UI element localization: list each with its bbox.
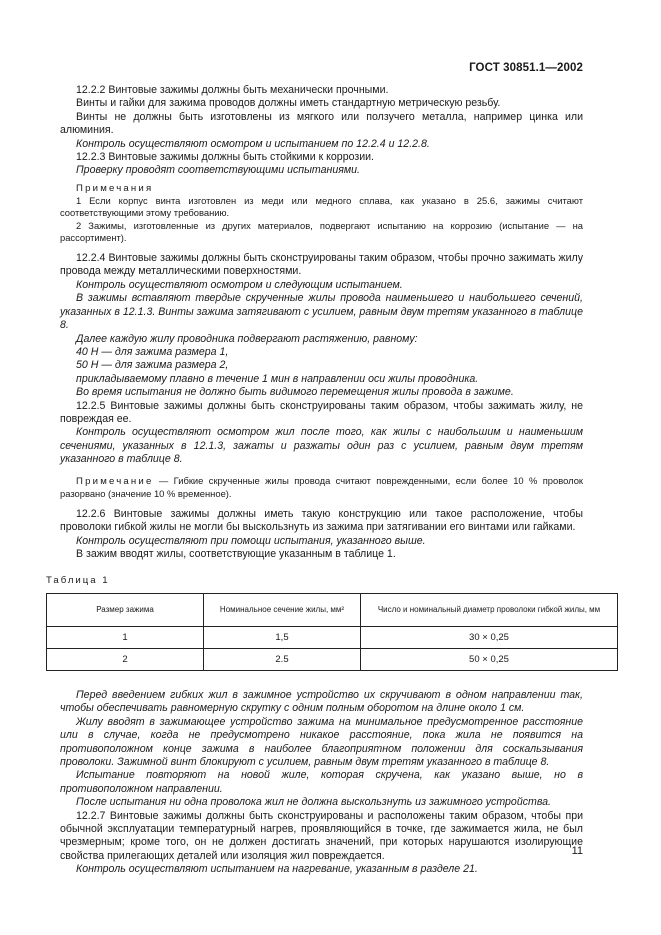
notes-title: Примечания xyxy=(76,182,154,194)
paragraph: В зажимы вставляют твердые скрученные жилы провода наименьшего и наибольшего сечений, указанных в 12.1.3. Винты зажима затягивают с усилием, равным двум третям указанного в таблице 8. xyxy=(60,292,583,332)
paragraph: прикладываемому плавно в течение 1 мин в направлении оси жилы проводника. xyxy=(76,372,479,385)
paragraph: 12.2.6 Винтовые зажимы должны иметь такую конструкцию или такое расположение, чтобы проволоки гибкой жилы не могли бы выскользнуть из зажима при затягивании его винтами или гайками. xyxy=(60,507,583,534)
data-table xyxy=(46,593,618,671)
paragraph: Контроль осуществляют осмотром и испытанием по 12.2.4 и 12.2.8. xyxy=(76,137,430,150)
paragraph: Жилу вводят в зажимающее устройство зажима на минимальное предусмотренное расстояние или в случае, когда не предусмотрено никакое расстояние, пока жила не появится на противоположном конце зажима в наиболее благоприятном положении для соскальзывания проволоки. Зажимной винт блокируют с усилием, равным двум третям указанного в таблице 8. xyxy=(60,715,583,769)
paragraph: Во время испытания не должно быть видимого перемещения жилы провода в зажиме. xyxy=(76,386,514,399)
paragraph: Контроль осуществляют осмотром и следующим испытанием. xyxy=(76,278,403,291)
document-body xyxy=(46,84,601,877)
document-header: ГОСТ 30851.1—2002 xyxy=(469,62,583,74)
table-row xyxy=(47,649,618,671)
paragraph: Проверку проводят соответствующими испытаниями. xyxy=(76,164,361,177)
table-header-cell: Номинальное сечение жилы, мм² xyxy=(204,594,361,627)
table-row xyxy=(47,627,618,649)
note-text: — Гибкие скрученные жилы провода считают поврежденными, если более 10 % проволок разорвано (значение 10 % временное). xyxy=(60,474,584,499)
paragraph: Испытание повторяют на новой жиле, которая скручена, как указано выше, но в противоположном направлении. xyxy=(60,769,583,795)
paragraph: Далее каждую жилу проводника подвергают растяжению, равному: xyxy=(76,332,418,345)
page-number: 11 xyxy=(571,845,583,857)
paragraph: Контроль осуществляют осмотром жил после того, как жилы с наибольшим и наименьшим сечениями, указанных в 12.1.3, зажаты и разжаты один раз с усилием, равным двум третям указанного в таблице 8. xyxy=(60,426,583,466)
table-cell: 1,5 xyxy=(204,627,361,649)
paragraph: 50 Н — для зажима размера 2, xyxy=(76,359,229,372)
paragraph: 12.2.3 Винтовые зажимы должны быть стойкими к коррозии. xyxy=(76,151,374,164)
paragraph: В зажим вводят жилы, соответствующие указанным в таблице 1. xyxy=(76,548,396,561)
paragraph: 12.2.7 Винтовые зажимы должны быть сконструированы и расположены таким образом, чтобы при обычной эксплуатации температурный нагрев, проявляющийся в точке, где зажимается жила, не был чрезмерным; кроме того, он не должен достигать значений, при которых нарушаются изолирующие свойства прилегающих деталей или изоляция жил повреждается. xyxy=(60,809,583,862)
table-title: Таблица 1 xyxy=(46,574,110,586)
table-cell: 50 × 0,25 xyxy=(361,649,618,671)
table-cell: 30 × 0,25 xyxy=(361,627,618,649)
paragraph: 40 Н — для зажима размера 1, xyxy=(76,345,229,358)
table-cell: 2 xyxy=(47,649,204,671)
table-header-cell: Число и номинальный диаметр проволоки гибкой жилы, мм xyxy=(361,594,618,627)
table-header-cell: Размер зажима xyxy=(47,594,204,627)
table-header-row xyxy=(47,594,618,627)
paragraph: 12.2.2 Винтовые зажимы должны быть механически прочными. xyxy=(76,84,389,96)
paragraph: 12.2.4 Винтовые зажимы должны быть сконструированы таким образом, чтобы прочно зажимать жилу провода между металлическими поверхностями. xyxy=(60,252,583,278)
paragraph: Винты и гайки для зажима проводов должны иметь стандартную метрическую резьбу. xyxy=(76,97,501,110)
note xyxy=(60,475,583,500)
table-cell: 1 xyxy=(47,627,204,649)
paragraph: Контроль осуществляют испытанием на нагревание, указанным в разделе 21. xyxy=(76,863,478,876)
paragraph: После испытания ни одна проволока жил не должна выскользнуть из зажимного устройства. xyxy=(76,796,551,809)
note-item: 1 Если корпус винта изготовлен из меди или медного сплава, как указано в 25.6, зажимы считают соответствующими этому требованию. xyxy=(60,195,583,219)
table-cell: 2.5 xyxy=(204,649,361,671)
paragraph: 12.2.5 Винтовые зажимы должны быть сконструированы таким образом, чтобы зажимать жилу, не повреждая ее. xyxy=(60,399,583,425)
paragraph: Винты не должны быть изготовлены из мягкого или ползучего металла, например цинка или алюминия. xyxy=(60,110,583,137)
note-title: Примечание xyxy=(76,475,154,487)
note-item: 2 Зажимы, изготовленные из других материалов, подвергают испытанию на коррозию (испытание — на рассортимент). xyxy=(60,219,583,243)
paragraph: Перед введением гибких жил в зажимное устройство их скручивают в одном направлении так, чтобы обеспечивать равномерную скрутку с одним полным оборотом на длине около 1 см. xyxy=(60,689,583,715)
paragraph: Контроль осуществляют при помощи испытания, указанного выше. xyxy=(76,534,426,547)
